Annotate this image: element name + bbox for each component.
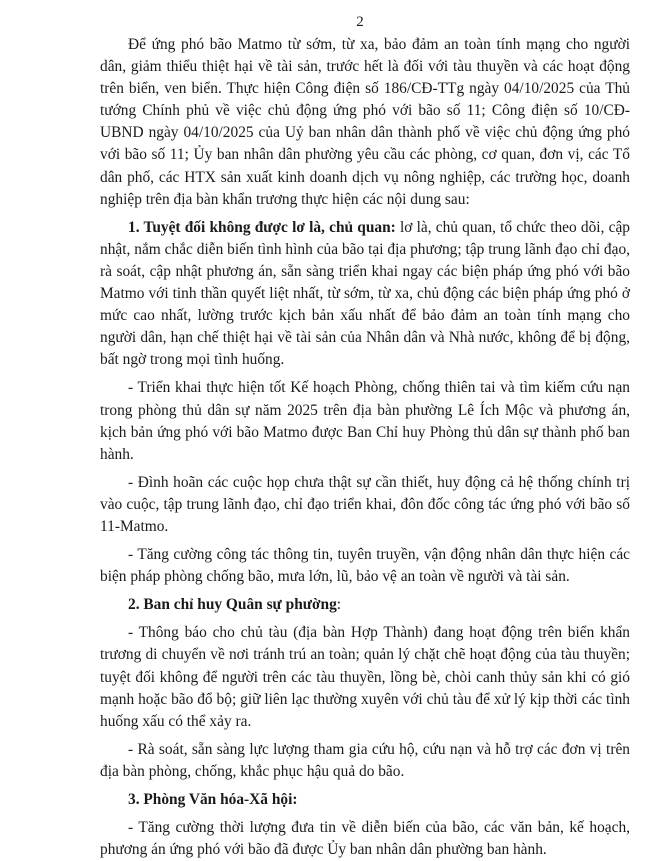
intro-paragraph: Để ứng phó bão Matmo từ sớm, từ xa, bảo đảm an toàn tính mạng cho người dân, giảm thiểu thiệt hại về tài sản, trước hết là đối với tàu thuyền và các hoạt động trên biển, ven biển. Thực hiện Công điện số 186/CĐ-TTg ngày 04/10/2025 của Thủ tướng Chính phủ về việc chủ động ứng phó với bão số 11; Công điện số 10/CĐ-UBND ngày 04/10/2025 của Uỷ ban nhân dân thành phố về việc chủ động ứng phó với bão số 11; Ủy ban nhân dân phường yêu cầu các phòng, cơ quan, đơn vị, các Tổ dân phố, các HTX sản xuất kinh doanh dịch vụ nông nghiệp, các trường học, doanh nghiệp trên địa bàn khẩn trương thực hiện các nội dung sau:	[100, 36, 630, 208]
section-2-bullet-2: - Rà soát, sẵn sàng lực lượng tham gia cứu hộ, cứu nạn và hỗ trợ các đơn vị trên địa bàn phòng, chống, khắc phục hậu quả do bão.	[100, 740, 630, 780]
section-3-heading: 3. Phòng Văn hóa-Xã hội:	[128, 791, 298, 808]
section-2-heading-line	[100, 594, 630, 616]
section-1-bullet-3: - Tăng cường công tác thông tin, tuyên truyền, vận động nhân dân thực hiện các biện pháp phòng chống bão, mưa lớn, lũ, bảo vệ an toàn về người và tài sản.	[100, 546, 630, 586]
page-number: 2	[356, 14, 364, 30]
section-2-bullet-1: - Thông báo cho chủ tàu (địa bàn Hợp Thành) đang hoạt động trên biển khẩn trương di chuyển về nơi tránh trú an toàn; quản lý chặt chẽ hoạt động của tàu thuyền; tuyệt đối không để người trên các tàu thuyền, lồng bè, chòi canh thủy sản khi có gió mạnh hoặc bão đổ bộ; giữ liên lạc thường xuyên với chủ tàu để xử lý kịp thời các tình huống xấu có thể xảy ra.	[100, 624, 630, 730]
section-2-heading: 2. Ban chỉ huy Quân sự phường	[128, 596, 337, 614]
section-1-paragraph	[100, 217, 630, 372]
section-1-bullet-2: - Đình hoãn các cuộc họp chưa thật sự cần thiết, huy động cả hệ thống chính trị vào cuộc, tập trung lãnh đạo, chỉ đạo triển khai, đôn đốc công tác ứng phó với bão số 11-Matmo.	[100, 473, 630, 535]
section-1-heading: 1. Tuyệt đối không được lơ là, chủ quan:	[128, 218, 396, 236]
section-2-colon: :	[336, 596, 342, 614]
section-1-bullet-1: - Triển khai thực hiện tốt Kế hoạch Phòng, chống thiên tai và tìm kiếm cứu nạn trong phòng thủ dân sự năm 2025 trên địa bàn phường Lê Ích Mộc và phương án, kịch bản ứng phó với bão Matmo được Ban Chỉ huy Phòng thủ dân sự thành phố ban hành.	[100, 379, 630, 463]
section-1-text: lơ là, chủ quan, tổ chức theo dõi, cập nhật, nắm chắc diễn biến tình hình của bão tại địa phương; tập trung lãnh đạo chỉ đạo, rà soát, cập nhật phương án, sẵn sàng triển khai ngay các biện pháp ứng phó với bão Matmo với tinh thần quyết liệt nhất, từ sớm, từ xa, chủ động các biện pháp ứng phó ở mức cao nhất, lường trước kịch bản xấu nhất để bảo đảm an toàn tính mạng cho người dân, hạn chế thiệt hại về tài sản của Nhân dân và Nhà nước, không để bị động, bất ngờ trong mọi tình huống.	[100, 218, 630, 369]
section-3-bullet-1: - Tăng cường thời lượng đưa tin về diễn biến của bão, các văn bản, kế hoạch, phương án ứng phó với bão đã được Ủy ban nhân dân phường ban hành.	[100, 819, 630, 859]
